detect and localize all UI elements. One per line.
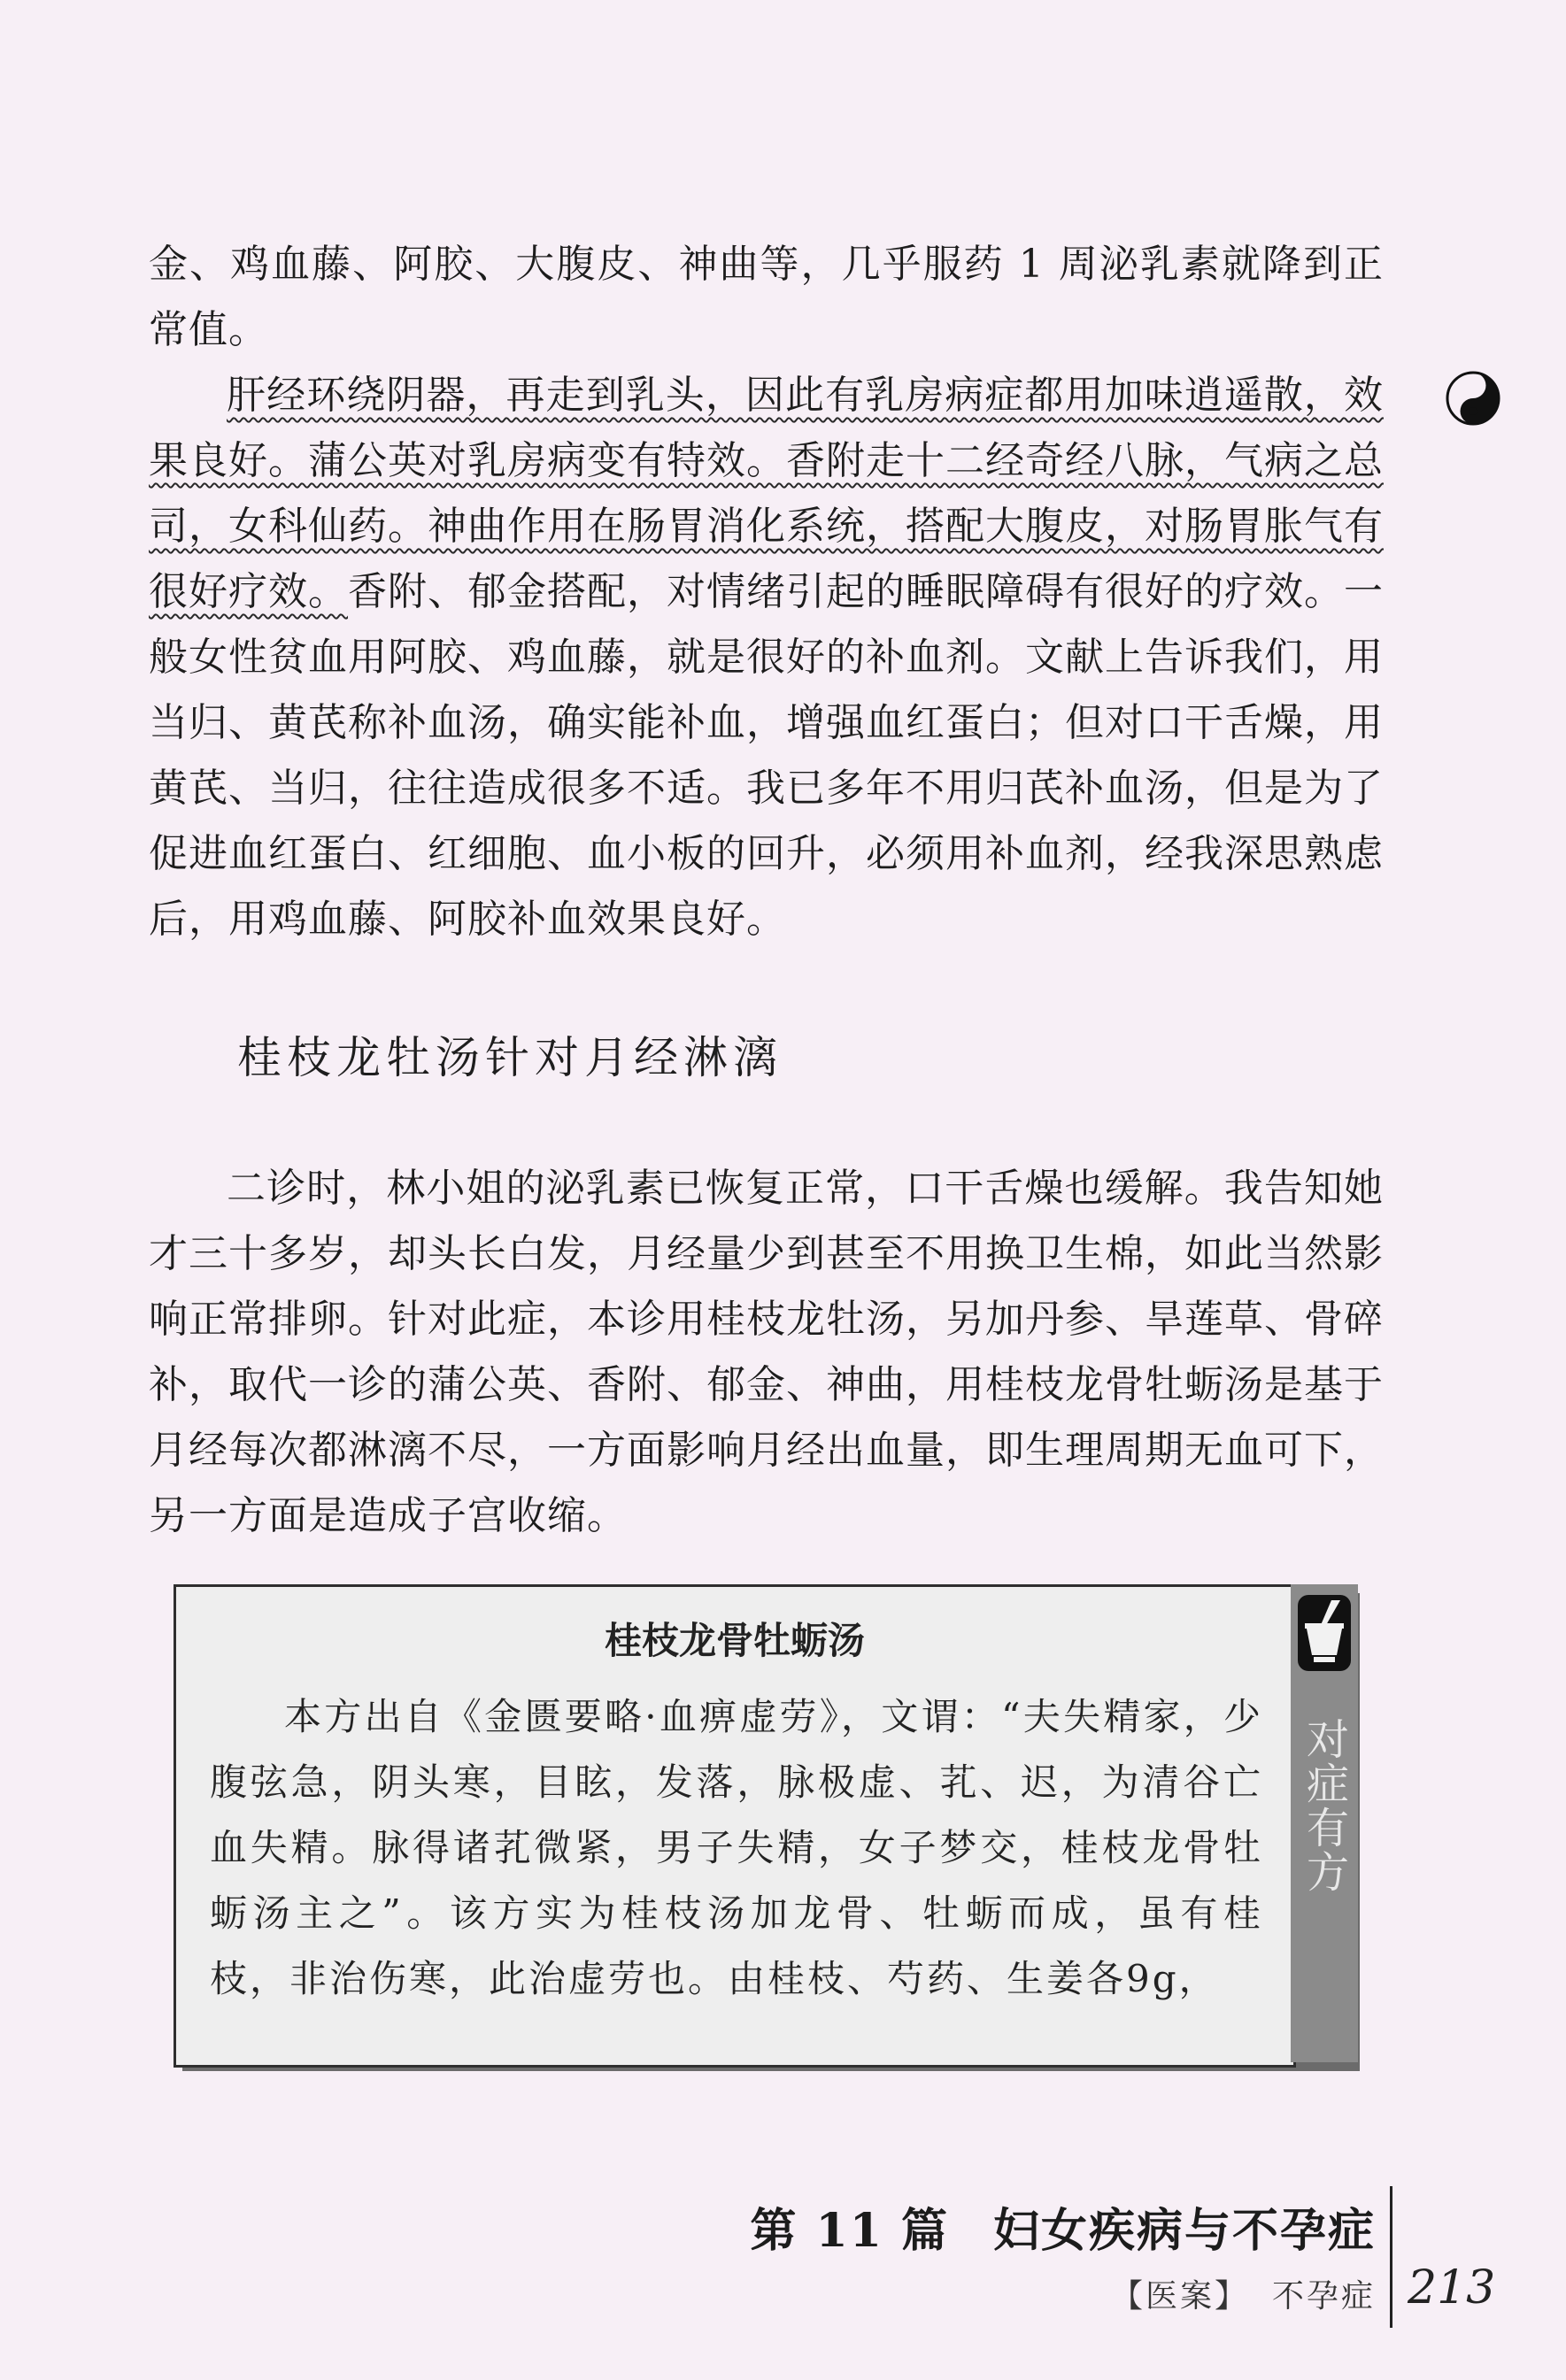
section-tag: 【医案】: [1110, 2278, 1249, 2315]
chapter-title: [750, 2193, 1376, 2260]
footer-divider: [1390, 2186, 1392, 2328]
paragraph-2-rest: 香附、郁金搭配，对情绪引起的睡眠障碍有很好的疗效。一般女性贫血用阿胶、鸡血藤，就是很好的补血剂。文献上告诉我们，用当归、黄芪称补血汤，确实能补血，增强血红蛋白；但对口干舌燥，用黄芪、当归，往往造成很多不适。我已多年不用归芪补血汤，但是为了促进血红蛋白、红细胞、血小板的回升，必须用补血剂，经我深思熟虑后，用鸡血藤、阿胶补血效果良好。: [149, 569, 1384, 942]
mortar-icon: [1296, 1593, 1353, 1673]
sidebar-paragraph: 本方出自《金匮要略·血痹虚劳》，文谓：“夫失精家，少腹弦急，阴头寒，目眩，发落，脉极虚、芤、迟，为清谷亡血失精。脉得诸芤微紧，男子失精，女子梦交，桂枝龙骨牡蛎汤主之”。该方实为桂枝汤加龙骨、牡蛎而成，虽有桂枝，非治伤寒，此治虚劳也。由桂枝、芍药、生姜各9g，: [210, 1695, 1263, 2000]
paragraph-1: 金、鸡血藤、阿胶、大腹皮、神曲等，几乎服药 1 周泌乳素就降到正常值。: [149, 242, 1384, 352]
page-number: 213: [1408, 2261, 1496, 2315]
sidebar-title: 桂枝龙骨牡蛎汤: [604, 1619, 865, 1662]
yin-yang-icon: [1445, 370, 1501, 427]
sidebar-text: [210, 1684, 1263, 2012]
sidebar-box: [174, 1584, 1296, 2068]
paragraph-3: [149, 1156, 1384, 1549]
paragraph-3-text: 二诊时，林小姐的泌乳素已恢复正常，口干舌燥也缓解。我告知她才三十多岁，却头长白发，月经量少到甚至不用换卫生棉，如此当然影响正常排卵。针对此症，本诊用桂枝龙牡汤，另加丹参、旱莲草、骨碎补，取代一诊的蒲公英、香附、郁金、神曲，用桂枝龙骨牡蛎汤是基于月经每次都淋漓不尽，一方面影响月经出血量，即生理周期无血可下，另一方面是造成子宫收缩。: [149, 1166, 1384, 1538]
chapter-number: 第 11 篇: [750, 2204, 949, 2258]
section-subtitle: [1111, 2271, 1376, 2316]
sidebar-tab-label: 对症有方: [1299, 1717, 1349, 1894]
sidebar-tab: [1291, 1584, 1358, 2062]
section-name: 不孕症: [1271, 2278, 1376, 2315]
paragraph-continued: [149, 232, 1384, 363]
wavy-underlined-text: 肝经环绕阴器，再走到乳头，因此有乳房病症都用加味逍遥散，效果良好。蒲公英对乳房病变有特效。香附走十二经奇经八脉，气病之总司，女科仙药。神曲作用在肠胃消化系统，搭配大腹皮，对肠胃胀气有很好疗效。: [149, 373, 1384, 614]
section-heading: 桂枝龙牡汤针对月经淋漓: [237, 1032, 783, 1083]
chapter-name: 妇女疾病与不孕症: [992, 2204, 1376, 2258]
paragraph-2: [149, 363, 1384, 952]
